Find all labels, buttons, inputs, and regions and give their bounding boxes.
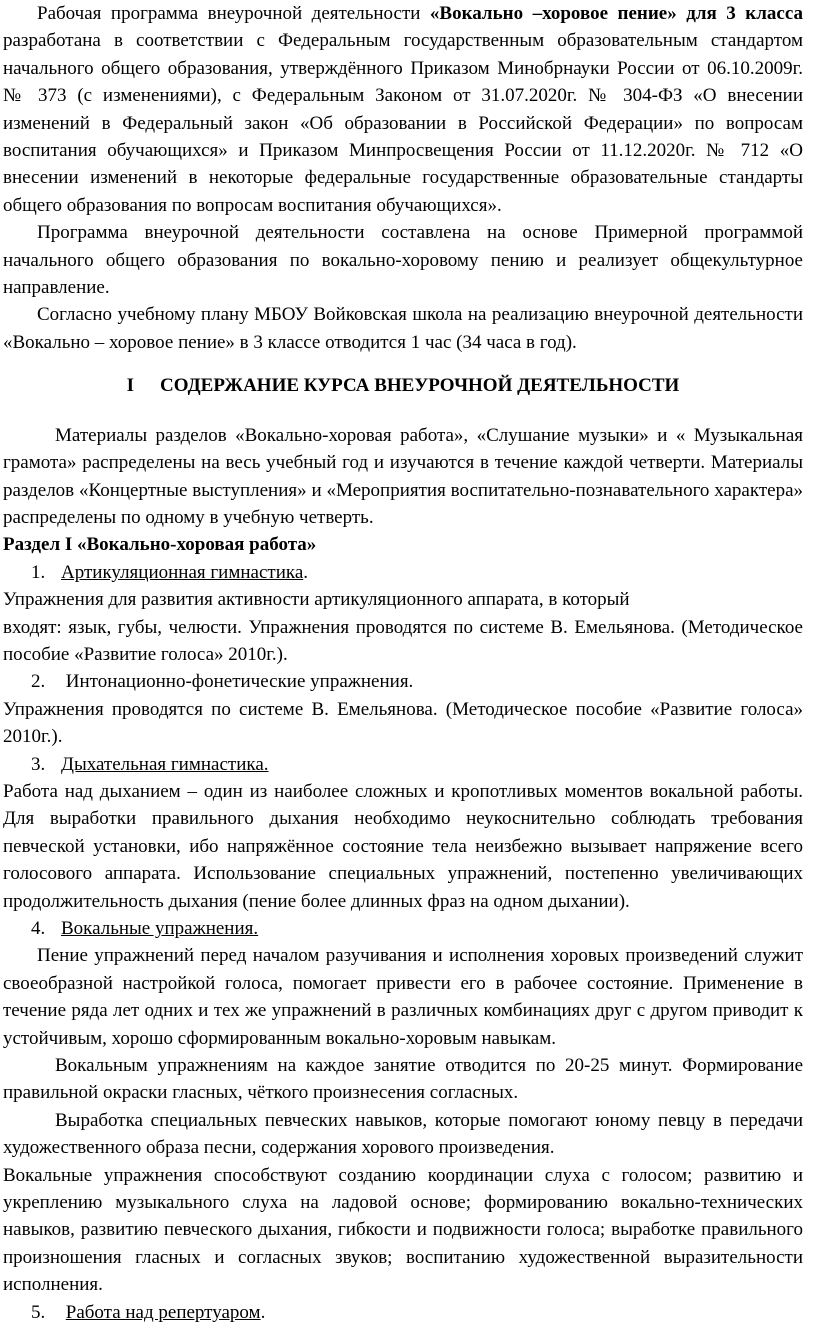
list-item-1-title: Артикуляционная гимнастика: [61, 561, 304, 583]
item-4-paragraph-1: Пение упражнений перед началом разучивания и исполнения хоровых произведений служит своеобразной настройкой голоса, помогает привести его в рабочее состояние. Применение в течение ряда лет одних и тех же упражнений в различных комбинациях друг с другом приводит к устойчивым, хорошо сформированным вокально-хоровым навыкам.: [3, 945, 803, 1049]
intro-paragraph-2: Программа внеурочной деятельности составлена на основе Примерной программой начального общего образования по вокально-хоровому пению и реализует общекультурное направление.: [3, 222, 803, 299]
intro-text-start: Рабочая программа внеурочной деятельности: [37, 3, 430, 24]
item-4-paragraph-3: Выработка специальных певческих навыков, которые помогают юному певцу в передачи художественного образа песни, содержания хорового произведения.: [3, 1109, 803, 1159]
item-1-text-b: входят: язык, губы, челюсти. Упражнения проводятся по системе В. Емельянова. (Методическое пособие «Развитие голоса» 2010г.).: [3, 616, 803, 665]
item-1-text-a: Упражнения для развития активности артикуляционного аппарата, в который: [3, 589, 630, 611]
list-item-1-period: .: [303, 561, 308, 583]
list-item-2-number: 2.: [31, 671, 46, 693]
intro-text-rest: разработана в соответствии с Федеральным государственным образовательным стандартом начального общего образования, утверждённого Приказом Минобрнауки России от 06.10.2009г. № 373 (с изменениями), с Федеральным Законом от 31.07.2020г. № 304-ФЗ «О внесении изменений в Федеральный закон «Об образовании в Российской Федерации» по вопросам воспитания обучающихся» и Приказом Минпросвещения России от 11.12.2020г. № 712 «О внесении изменений в некоторые федеральные государственные образовательные стандарты общего образования по вопросам воспитания обучающихся».: [3, 30, 803, 216]
item-4-paragraph-2: Вокальным упражнениям на каждое занятие отводится по 20-25 минут. Формирование правильной окраски гласных, чёткого произнесения согласных.: [3, 1055, 803, 1104]
list-item-4-title: Вокальные упражнения.: [61, 918, 259, 939]
list-item-3-number: 3.: [31, 753, 46, 775]
list-item-2: [3, 668, 803, 695]
item-3-text: Работа над дыханием – один из наиболее сложных и кропотливых моментов вокальной работы. Для выработки правильного дыхания необходимо неукоснительно соблюдать требования певческой установки, ибо напряжённое состояние тела неизбежно вызывает напряжение всего голосового аппарата. Использование специальных упражнений, постепенно увеличивающих продолжительность дыхания (пение более длинных фраз на одном дыхании).: [3, 780, 803, 912]
list-item-5: [3, 1299, 803, 1326]
list-item-3-title: Дыхательная гимнастика.: [61, 753, 269, 775]
list-item-2-title: Интонационно-фонетические упражнения.: [61, 671, 414, 693]
list-item-4: [3, 915, 803, 942]
section-heading: [3, 372, 803, 399]
item-4-paragraph-4: Вокальные упражнения способствуют созданию координации слуха с голосом; развитию и укреплению музыкального слуха на ладовой основе; формированию вокально-технических навыков, развитию певческого дыхания, гибкости и подвижности голоса; выработке правильного произношения гласных и согласных звуков; воспитанию художественной выразительности исполнения.: [3, 1164, 803, 1296]
document-page: [3, 0, 803, 1326]
intro-paragraph-1: [3, 0, 803, 219]
list-item-5-period: .: [260, 1301, 266, 1323]
heading-title: СОДЕРЖАНИЕ КУРСА ВНЕУРОЧНОЙ ДЕЯТЕЛЬНОСТИ: [160, 375, 680, 397]
list-item-1-number: 1.: [31, 561, 46, 583]
list-item-5-title: Работа над репертуаром: [65, 1301, 261, 1323]
program-title-bold: «Вокально –хоровое пение» для 3 класса: [429, 3, 803, 24]
list-item-5-number: 5.: [31, 1301, 46, 1323]
materials-paragraph: Материалы разделов «Вокально-хоровая работа», «Слушание музыки» и « Музыкальная грамота» распределены на весь учебный год и изучаются в течение каждой четверти. Материалы разделов «Концертные выступления» и «Мероприятия воспитательно-познавательного характера» распределены по одному в учебную четверть.: [3, 424, 803, 528]
list-item-4-number: 4.: [31, 918, 46, 939]
list-item-3: [3, 751, 803, 778]
list-item-1: [3, 559, 803, 586]
intro-paragraph-3: Согласно учебному плану МБОУ Войковская школа на реализацию внеурочной деятельности «Вокально – хоровое пение» в 3 классе отводится 1 час (34 часа в год).: [3, 304, 803, 353]
section-1-title: Раздел I «Вокально-хоровая работа»: [3, 534, 317, 556]
heading-number: I: [126, 375, 135, 397]
item-2-text: Упражнения проводятся по системе В. Емельянова. (Методическое пособие «Развитие голоса» 2010г.).: [3, 698, 803, 748]
